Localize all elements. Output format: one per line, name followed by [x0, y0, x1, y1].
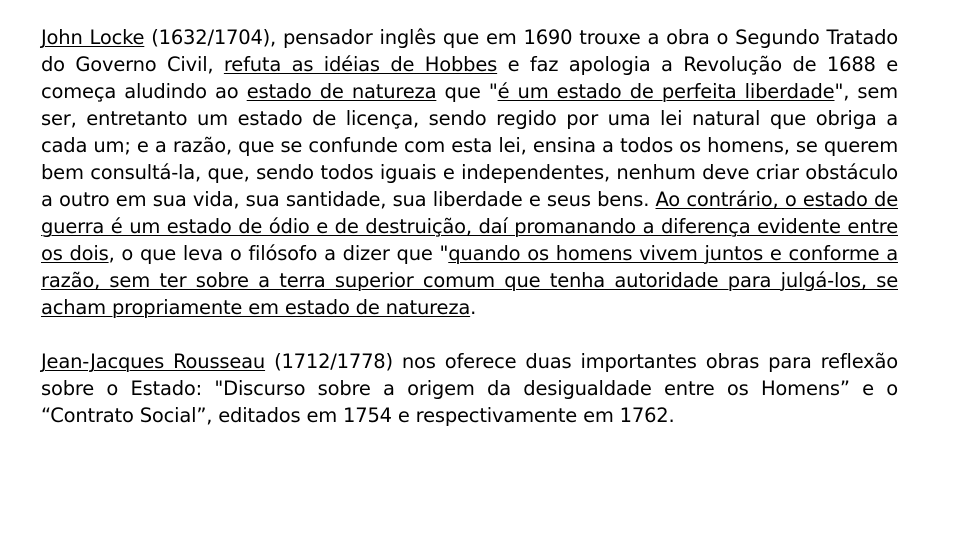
text-segment: que "	[436, 80, 498, 103]
text-segment: (1712/1778) nos oferece duas importantes obras para reflexão sobre o Estado: "Discurso sobre a origem da desigualdade entre os Homens” e o “Contrato Social”, editados em 1754 e respectivamente em 1762.	[41, 350, 898, 427]
slide-content	[41, 24, 898, 429]
text-segment: , o que leva o filósofo a dizer que "	[108, 242, 449, 265]
name-john-locke: John Locke	[41, 26, 145, 49]
paragraph-rousseau	[41, 348, 898, 429]
underlined-phrase: estado de natureza	[246, 80, 437, 103]
text-segment: ", sem ser, entretanto um estado de licença, sendo regido por uma lei natural que obriga a cada um; e a razão, que se confunde com esta lei, ensina a todos os homens, se querem bem consultá-la, que, sendo todos iguais e independentes, nenhum deve criar obstáculo a outro em sua vida, sua santidade, sua liberdade e seus bens.	[41, 80, 898, 211]
text-segment: (1632/1704), pensador inglês que em 1690 trouxe a obra o Segundo Tratado do Governo Civil,	[41, 26, 898, 76]
underlined-phrase: refuta as idéias de Hobbes	[223, 53, 498, 76]
underlined-phrase: é um estado de perfeita liberdade	[497, 80, 835, 103]
paragraph-locke	[41, 24, 898, 321]
name-jean-jacques-rousseau: Jean-Jacques Rousseau	[41, 350, 266, 373]
underlined-phrase: Ao contrário, o estado de guerra é um estado de ódio e de destruição, daí promanando a diferença evidente entre os dois	[41, 188, 898, 265]
underlined-phrase: quando os homens vivem juntos e conforme a razão, sem ter sobre a terra superior comum que tenha autoridade para julgá-los, se acham propriamente em estado de natureza	[41, 242, 898, 319]
text-segment: .	[470, 296, 477, 319]
text-segment: e faz apologia a Revolução de 1688 e começa aludindo ao	[41, 53, 899, 103]
